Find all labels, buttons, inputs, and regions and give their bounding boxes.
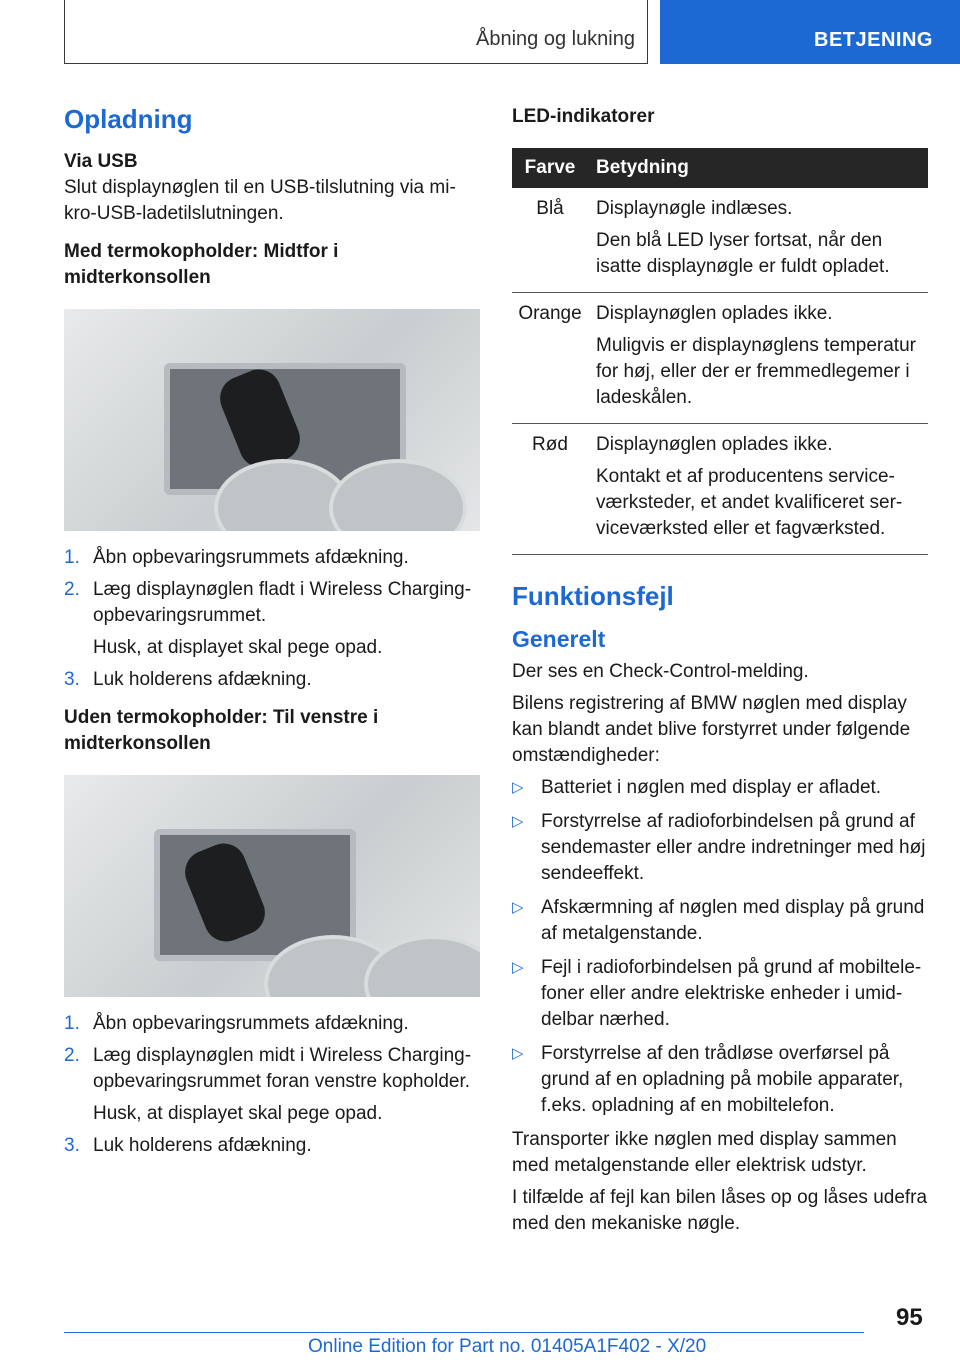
steps-list-without-holder [64,1011,480,1159]
led-table [512,148,928,555]
list-item: 1. Åbn opbevaringsrummets afdækning. [64,1013,409,1034]
footer-edition: Online Edition for Part no. 01405A1F402 - X/20 [308,1336,707,1357]
header-section-box [660,0,960,64]
header-chapter: Åbning og lukning [475,28,635,50]
header-section: BETJENING [814,29,933,51]
list-item: 3. Luk holderens afdækning. [64,669,312,690]
with-holder-heading: Med termokopholder: Midtfor i midterkonsollen [64,241,339,288]
console-image-without-holder [64,775,480,997]
triangle-bullet-icon: ▷ [512,959,524,976]
console-image-with-holder [64,309,480,531]
footer-divider [64,1332,864,1333]
right-column [512,96,928,1237]
led-heading: LED-indikatorer [512,106,655,127]
list-item: ▷ Fejl i radioforbindelsen på grund af mobiltele-foner eller andre elektriske enheder i umid-delbar nærhed. [512,957,922,1030]
usb-text: Slut displaynøglen til en USB-tilslutning via mi-kro-USB-ladetilslutningen. [64,177,456,224]
table-row: Rød Displaynøglen oplades ikke. Kontakt et af producentens service-værksteder, et andet kvalificeret ser-viceværksted eller et fagværksted. [512,424,928,555]
fault-bullet-list [512,775,928,1119]
paragraph: Der ses en Check-Control-melding. [512,661,809,682]
section-title-opladning: Opladning [64,104,193,134]
list-item: 1. Åbn opbevaringsrummets afdækning. [64,547,409,568]
list-item: 2. Læg displaynøglen midt i Wireless Charging-opbevaringsrummet foran venstre kopholder. Husk, at displayet skal pege opad. [64,1045,472,1124]
table-row: Blå Displaynøgle indlæses. Den blå LED lyser fortsat, når den isatte displaynøgle er fuldt opladet. [512,188,928,293]
paragraph: I tilfælde af fejl kan bilen låses op og låses udefra med den mekaniske nøgle. [512,1187,928,1234]
section-title-funktionsfejl: Funktionsfejl [512,581,674,611]
general-heading: Generelt [512,626,606,652]
paragraph: Bilens registrering af BMW nøglen med display kan blandt andet blive forstyrret under følgende omstændigheder: [512,693,911,766]
list-item: ▷ Batteriet i nøglen med display er afladet. [512,775,928,801]
page-number: 95 [896,1304,923,1331]
header-chapter-box [64,0,648,64]
usb-heading: Via USB [64,151,138,172]
triangle-bullet-icon: ▷ [512,779,524,796]
triangle-bullet-icon: ▷ [512,1045,524,1062]
triangle-bullet-icon: ▷ [512,899,524,916]
steps-list-with-holder [64,545,480,693]
triangle-bullet-icon: ▷ [512,813,524,830]
without-holder-heading: Uden termokopholder: Til venstre i midterkonsollen [64,707,379,754]
table-row: Orange Displaynøglen oplades ikke. Muligvis er displaynøglens temperatur for høj, eller der er fremmedlegemer i ladeskålen. [512,293,928,424]
list-item: 2. Læg displaynøglen fladt i Wireless Charging-opbevaringsrummet. Husk, at displayet skal pege opad. [64,579,472,658]
list-item: ▷ Afskærmning af nøglen med display på grund af metalgenstande. [512,897,925,944]
list-item: ▷ Forstyrrelse af den trådløse overførsel på grund af en opladning på mobile apparater, f.eks. opladning af en mobiltelefon. [512,1043,904,1116]
table-header-color: Farve [512,148,588,188]
paragraph: Transporter ikke nøglen med display sammen med metalgenstande eller elektrisk udstyr. [512,1129,897,1176]
left-column [64,96,480,1165]
table-header-meaning: Betydning [588,148,928,188]
list-item: ▷ Forstyrrelse af radioforbindelsen på grund af sendemaster eller andre indretninger med høj sendeeffekt. [512,811,926,884]
list-item: 3. Luk holderens afdækning. [64,1135,312,1156]
